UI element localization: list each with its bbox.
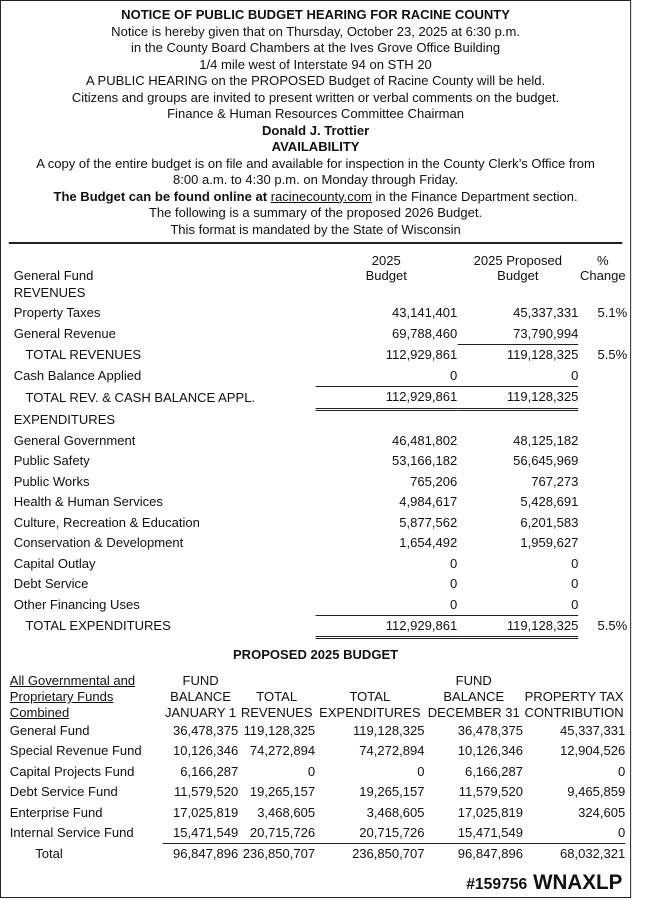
col-header-line: Change [579,268,626,283]
fund-value: 20,715,726 [249,824,316,840]
table-row [14,324,627,345]
proposed-value: 767,273 [531,473,579,489]
col-header-line: Budget [497,268,539,283]
row-label: Capital Outlay [13,555,96,571]
fund-value: 3,468,605 [366,804,425,820]
header-line: BALANCE [443,689,505,704]
proposed-value: 0 [571,367,579,383]
fund-value: 0 [417,763,425,779]
row-label: Other Financing Uses [13,596,140,612]
notice-title: NOTICE OF PUBLIC BUDGET HEARING FOR RACINE COUNTY [121,7,510,22]
fund-value: 324,605 [578,804,626,820]
fund-value: 74,272,894 [359,743,425,759]
fund-value: 11,579,520 [173,784,239,800]
header-property-tax [523,669,625,721]
fund-value: 17,025,819 [457,804,523,820]
fund-total-value: 96,847,896 [425,844,523,865]
fund-value: 119,128,325 [353,722,425,738]
header-line: EXPENDITURES [319,705,421,720]
col-header-line: % [596,253,609,268]
revenues-heading: REVENUES [13,284,86,300]
table-row [14,472,627,492]
section-heading-row [14,409,627,431]
row-label: Health & Human Services [13,494,163,510]
table-row [14,595,627,616]
availability-line: A copy of the entire budget is on file and available for inspection in the County Clerk’s Office from [36,155,595,171]
fund-value: 0 [617,763,626,779]
fund-total-value: 68,032,321 [523,844,625,865]
header-line: DECEMBER 31 [427,705,520,720]
table-row [14,303,627,323]
funds-header-row [10,669,625,721]
proposed-value: 119,128,325 [457,387,578,409]
proposed-value: 6,201,583 [520,514,579,530]
header-total-revenues [238,669,315,721]
section-divider [9,242,622,244]
chairman-name: Donald J. Trottier [261,122,370,138]
fund-value: 119,128,325 [243,722,316,738]
fund-value: 10,126,346 [172,743,239,759]
total-row [14,345,627,366]
header-line: Proprietary Funds [9,689,114,704]
online-bold-text: The Budget can be found online at [53,188,268,204]
proposed-budget-title: PROPOSED 2025 BUDGET [232,647,399,662]
proposed-value: 48,125,182 [513,433,579,449]
change-value: 5.5% [597,618,628,634]
header-line: FUND [182,673,219,688]
col-header-change [578,249,627,283]
row-label: General Government [13,433,136,449]
header-fund-balance-dec [425,669,523,721]
fund-total-value: 96,847,896 [163,844,238,865]
proposed-value: 45,337,331 [513,305,579,321]
fund-value: 45,337,331 [560,722,626,738]
fund-value: 74,272,894 [249,743,316,759]
col-header-line: 2025 Proposed [473,253,562,268]
fund-value: 19,265,157 [359,784,425,800]
fund-value: 11,579,520 [458,784,523,800]
fund-value: 15,471,549 [172,824,239,840]
fund-value: 15,471,549 [457,824,523,840]
section-heading-row [14,283,627,303]
row-label: General Revenue [13,326,116,342]
availability-line: 8:00 a.m. to 4:30 p.m. on Monday through Friday. [172,172,459,187]
budget-value: 4,984,617 [399,494,458,510]
col-header-budget [315,249,457,283]
general-fund-table [14,249,627,639]
row-label: TOTAL REVENUES [25,347,142,363]
budget-value: 765,206 [410,473,458,489]
row-label: Culture, Recreation & Education [13,514,200,530]
change-value: 5.5% [597,347,628,363]
proposed-value: 56,645,969 [513,453,579,469]
table-row [14,492,627,512]
budget-value: 112,929,861 [385,347,458,363]
proposed-value: 5,428,691 [520,494,579,510]
proposed-value: 1,959,627 [520,535,579,551]
fund-value: 12,904,526 [560,743,626,759]
online-rest-text: in the Finance Department section. [375,188,578,204]
notice-line: Notice is hereby given that on Thursday, October 23, 2025 at 6:30 p.m. [111,23,520,39]
proposed-value: 0 [457,595,578,616]
table-row [10,782,625,802]
total-row [10,844,625,865]
change-value: 5.1% [597,305,628,321]
table-row [14,366,627,387]
budget-value: 46,481,802 [392,433,458,449]
fund-value: 0 [617,824,626,840]
budget-value: 53,166,182 [392,453,458,469]
fund-name: General Fund [9,722,90,738]
budget-value: 5,877,562 [399,514,458,530]
budget-value: 112,929,861 [315,616,457,638]
total-row [14,387,627,409]
table-row [10,803,625,823]
table-row [14,452,627,472]
row-label: TOTAL EXPENDITURES [25,618,171,634]
table-row [14,574,627,594]
fund-value: 3,468,605 [257,804,316,820]
budget-value: 1,654,492 [399,535,458,551]
ad-number: #159756 [466,875,528,893]
change-value [578,324,627,345]
general-fund-label: General Fund [13,268,94,283]
website-link[interactable]: racinecounty.com [270,188,372,204]
fund-total-value: 236,850,707 [315,844,424,865]
notice-header [1,1,630,238]
general-fund-header-row [14,249,627,283]
row-label: Public Safety [13,453,90,469]
notice-line: Finance & Human Resources Committee Chairman [167,106,465,121]
table-row [10,823,625,844]
proposed-value: 0 [571,555,579,571]
fund-name: Debt Service Fund [9,784,118,800]
row-label: Property Taxes [13,305,101,321]
row-label: Public Works [13,473,90,489]
row-label: Cash Balance Applied [13,367,142,383]
summary-line: This format is mandated by the State of Wisconsin [170,221,461,237]
table-row [10,762,625,782]
row-label: TOTAL REV. & CASH BALANCE APPL. [25,389,256,405]
header-line: CONTRIBUTION [524,705,624,720]
fund-name: Enterprise Fund [9,804,103,820]
fund-value: 6,166,287 [180,763,239,779]
header-total-expenditures [315,669,424,721]
availability-heading: AVAILABILITY [271,139,360,154]
col-header-line: Budget [365,268,407,283]
col-header-line: 2025 [371,253,401,268]
fund-value: 6,166,287 [464,763,523,779]
col-header-proposed [457,249,578,283]
table-row [10,741,625,761]
header-line: PROPERTY TAX [524,689,624,704]
budget-value: 0 [449,367,458,383]
fund-value: 36,478,375 [457,722,523,738]
fund-name: Capital Projects Fund [9,763,135,779]
fund-total-label: Total [35,846,63,862]
ad-footer [466,870,623,894]
fund-name: Special Revenue Fund [9,743,142,759]
header-line: Combined [9,705,70,720]
proposed-value: 119,128,325 [457,616,578,638]
publication-code: WNAXLP [533,870,623,894]
funds-summary-table [10,669,625,865]
online-line [1,189,630,206]
header-line: JANUARY 1 [164,705,237,720]
funds-header-label [10,669,163,721]
table-row [10,721,625,741]
header-line: All Governmental and [9,673,136,688]
notice-line: in the County Board Chambers at the Ives Grove Office Building [130,40,501,55]
fund-value: 10,126,346 [457,743,523,759]
proposed-value: 73,790,994 [457,324,578,345]
header-fund-balance-jan [163,669,238,721]
fund-value: 20,715,726 [359,824,425,840]
budget-value: 43,141,401 [392,305,458,321]
header-line: FUND [455,673,492,688]
fund-value: 0 [307,763,316,779]
budget-value: 0 [449,555,458,571]
notice-line: A PUBLIC HEARING on the PROPOSED Budget of Racine County will be held. [85,73,546,88]
notice-line: 1/4 mile west of Interstate 94 on STH 20 [199,56,432,72]
header-line: TOTAL [349,689,391,704]
header-line: TOTAL [256,689,298,704]
fund-value: 36,478,375 [172,722,239,738]
proposed-value: 0 [571,576,579,592]
budget-value: 112,929,861 [315,387,457,409]
row-label: Debt Service [13,576,89,592]
table-row [14,431,627,451]
proposed-value: 119,128,325 [506,347,579,363]
fund-value: 9,465,859 [567,784,626,800]
header-line: REVENUES [240,705,313,720]
fund-name: Internal Service Fund [9,825,134,841]
budget-value: 69,788,460 [392,326,458,342]
table-row [14,554,627,574]
table-row [14,533,627,553]
budget-value: 0 [449,576,458,592]
budget-value: 0 [315,595,457,616]
total-row [14,616,627,638]
header-line: BALANCE [170,689,231,704]
row-label: Conservation & Development [13,535,184,551]
fund-value: 19,265,157 [249,784,316,800]
expenditures-heading: EXPENDITURES [13,411,116,427]
fund-total-value: 236,850,707 [238,844,315,865]
summary-line: The following is a summary of the proposed 2026 Budget. [148,205,483,220]
notice-line: Citizens and groups are invited to present written or verbal comments on the budget. [71,89,560,105]
fund-value: 17,025,819 [172,804,239,820]
table-row [14,513,627,533]
